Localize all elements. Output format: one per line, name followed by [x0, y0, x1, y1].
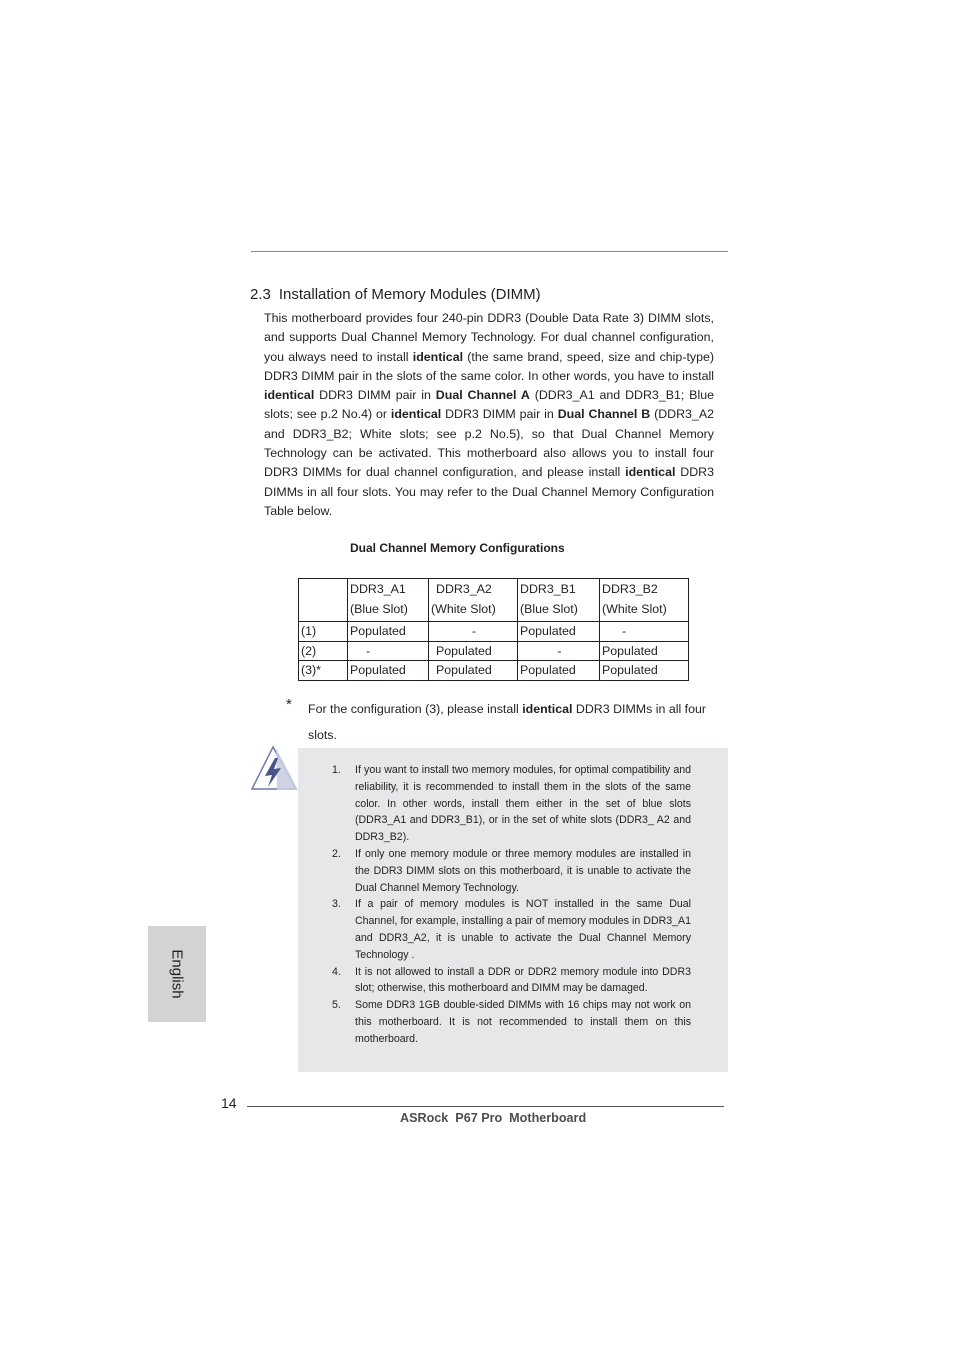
header-cell [348, 579, 429, 622]
intro-text: (the same brand, speed, size and chip-type) DDR3 DIMM pair in the slots of the same color. In other words, you have to install [264, 349, 714, 383]
row-label: (1) [299, 622, 348, 642]
intro-bold: identical [625, 465, 676, 480]
header-slot: DDR3_A2 [436, 582, 492, 596]
footnote-text [308, 696, 728, 748]
warning-item [332, 896, 691, 963]
header-cell [600, 579, 689, 622]
memory-config-table [298, 578, 689, 681]
header-cell [518, 579, 600, 622]
table-cell: Populated [518, 622, 600, 642]
intro-paragraph [264, 309, 714, 521]
table-cell: - [348, 641, 429, 661]
warning-text: If you want to install two memory modules, for optimal compatibility and reliability, it is recommended to install them in the slots of the same color. In other words, install them either in the set of blue slots (DDR3_A1 and DDR3_B1), or in the set of white slots (DDR3_ A2 and DDR3_B2). [355, 764, 691, 844]
language-tab [148, 926, 206, 1022]
intro-text: (DDR3_A2 and DDR3_B2; White slots; see p.2 No.5), so that Dual Channel Memory Technology can be activated. This motherboard also allows you to install four DDR3 DIMMs for dual channel configuration, and please install [264, 407, 714, 480]
header-corner-cell [299, 579, 348, 622]
warning-text: If only one memory module or three memory modules are installed in the DDR3 DIMM slots on this motherboard, it is unable to activate the Dual Channel Memory Technology. [355, 847, 691, 894]
table-cell: Populated [429, 641, 518, 661]
intro-bold: Dual Channel A [435, 388, 530, 403]
warning-text: It is not allowed to install a DDR or DDR2 memory module into DDR3 slot; otherwise, this motherboard and DIMM may be damaged. [355, 965, 691, 995]
warning-number: 3. [332, 898, 341, 911]
warning-text: If a pair of memory modules is NOT installed in the same Dual Channel, for example, installing a pair of memory modules in DDR3_A1 and DDR3_A2, it is unable to activate the Dual Channel Memory Technology . [355, 898, 691, 961]
table-caption: Dual Channel Memory Configurations [350, 541, 565, 555]
intro-text: This motherboard provides four 240-pin DDR3 (Double Data Rate 3) DIMM slots, and supports Dual Channel Memory Technology. For dual channel configuration, you always need to install [264, 311, 714, 364]
warning-item [332, 964, 691, 998]
footnote-part: DDR3 DIMMs in all four slots. [308, 702, 707, 742]
warning-item [332, 762, 691, 846]
footer-product-title: ASRock P67 Pro Motherboard [400, 1111, 587, 1125]
table-row [299, 622, 689, 642]
header-color: (Blue Slot) [350, 602, 408, 616]
section-title: Installation of Memory Modules (DIMM) [278, 286, 541, 303]
table-cell: Populated [518, 661, 600, 681]
header-slot: DDR3_B1 [520, 582, 576, 596]
intro-text: DDR3 DIMMs in all four slots. You may refer to the Dual Channel Memory Configuration Table below. [264, 465, 714, 518]
warning-lightning-icon [249, 744, 299, 792]
intro-text: DDR3 DIMM pair in [314, 388, 436, 403]
language-label: English [168, 949, 186, 999]
intro-text: DDR3 DIMM pair in [441, 407, 558, 422]
header-color: (Blue Slot) [520, 602, 578, 616]
warning-item [332, 997, 691, 1047]
section-heading [250, 286, 541, 303]
table-cell: Populated [429, 661, 518, 681]
header-rule [251, 251, 728, 252]
table-cell: Populated [600, 661, 689, 681]
table-cell: Populated [348, 661, 429, 681]
warning-number: 5. [332, 999, 341, 1012]
header-slot: DDR3_A1 [350, 582, 406, 596]
warning-item [332, 846, 691, 896]
table-cell: Populated [348, 622, 429, 642]
intro-text: (DDR3_A1 and DDR3_B1; Blue slots; see p.2 No.4) or [264, 388, 714, 422]
table-cell: - [518, 641, 600, 661]
warning-number: 1. [332, 764, 341, 776]
warning-number: 2. [332, 847, 341, 860]
footnote-marker: * [286, 696, 292, 713]
row-label: (3)* [299, 661, 348, 681]
header-slot: DDR3_B2 [602, 582, 658, 596]
table-header-row [299, 579, 689, 622]
table-cell: Populated [600, 641, 689, 661]
warning-list [332, 762, 691, 1048]
page-number: 14 [221, 1095, 237, 1111]
header-color: (White Slot) [602, 602, 667, 616]
header-cell [429, 579, 518, 622]
intro-bold: identical [390, 407, 442, 422]
intro-bold: Dual Channel B [557, 407, 651, 422]
warning-text: Some DDR3 1GB double-sided DIMMs with 16 chips may not work on this motherboard. It is not recommended to install them on this motherboard. [355, 999, 691, 1045]
table-row [299, 661, 689, 681]
footer-rule [247, 1106, 724, 1107]
intro-bold: identical [412, 349, 464, 364]
table-row [299, 641, 689, 661]
footnote-part: For the configuration (3), please install [308, 702, 523, 716]
footnote-bold: identical [522, 702, 573, 716]
header-color: (White Slot) [431, 602, 496, 616]
intro-bold: identical [264, 388, 315, 403]
table-cell: - [600, 622, 689, 642]
section-number: 2.3 [250, 286, 271, 303]
table-cell: - [429, 622, 518, 642]
warning-number: 4. [332, 965, 341, 978]
row-label: (2) [299, 641, 348, 661]
